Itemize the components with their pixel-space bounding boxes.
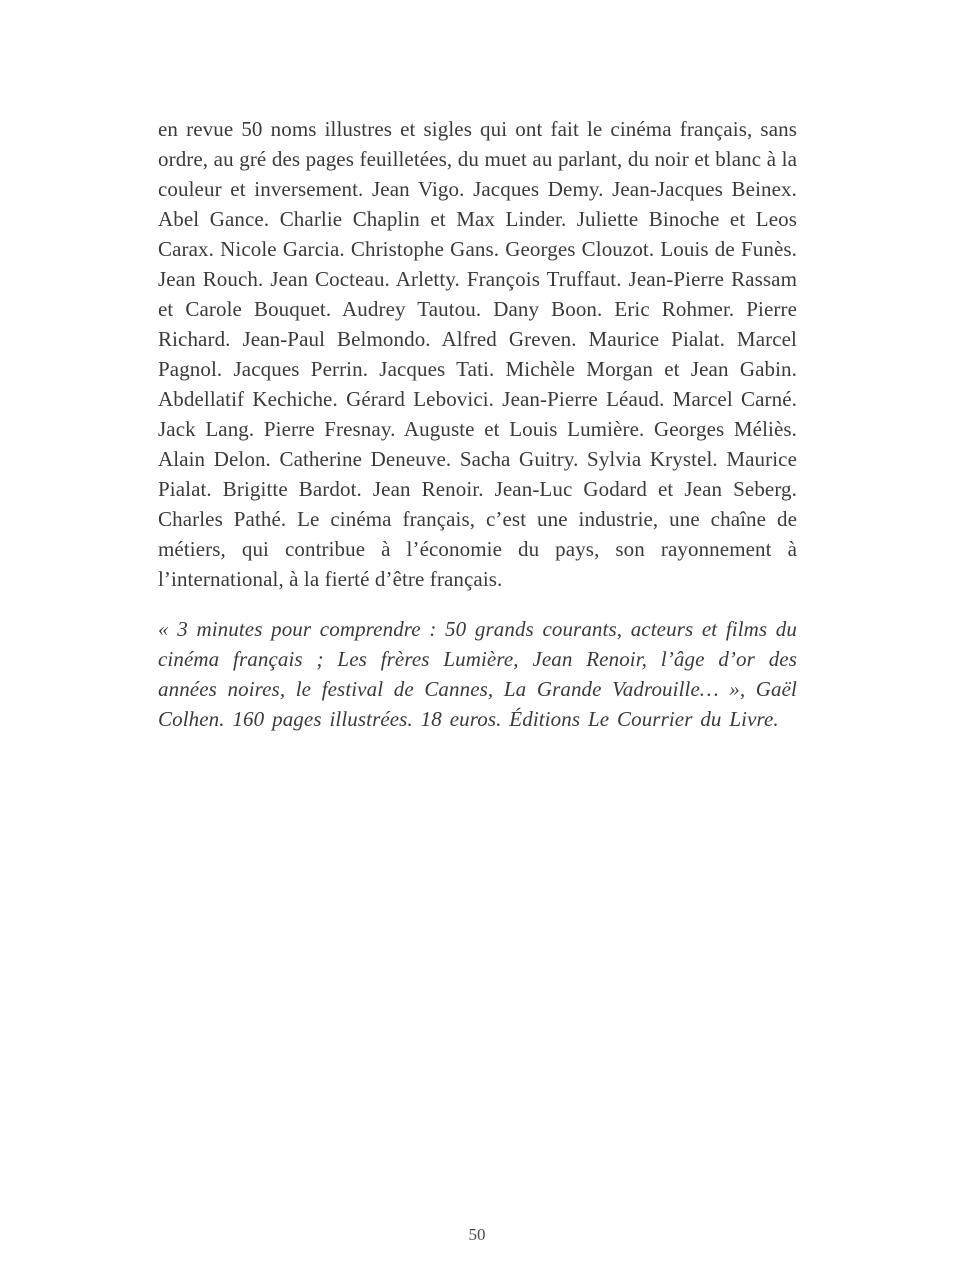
body-paragraph: en revue 50 noms illustres et sigles qui ont fait le cinéma français, sans ordre, au gré des pages feuilletées, du muet au parlant, du noir et blanc à la couleur et inversement. Jean Vigo. Jacques Demy. Jean-Jacques Beinex. Abel Gance. Charlie Chaplin et Max Linder. Juliette Binoche et Leos Carax. Nicole Garcia. Christophe Gans. Georges Clouzot. Louis de Funès. Jean Rouch. Jean Cocteau. Arletty. François Truffaut. Jean-Pierre Rassam et Carole Bouquet. Audrey Tautou. Dany Boon. Eric Rohmer. Pierre Richard. Jean-Paul Belmondo. Alfred Greven. Maurice Pialat. Marcel Pagnol. Jacques Perrin. Jacques Tati. Michèle Morgan et Jean Gabin. Abdellatif Kechiche. Gérard Lebovici. Jean-Pierre Léaud. Marcel Carné. Jack Lang. Pierre Fresnay. Auguste et Louis Lumière. Georges Méliès. Alain Delon. Catherine Deneuve. Sacha Guitry. Sylvia Krystel. Maurice Pialat. Brigitte Bardot. Jean Renoir. Jean-Luc Godard et Jean Seberg. Charles Pathé. Le cinéma français, c’est une industrie, une chaîne de métiers, qui contribue à l’économie du pays, son rayonnement à l’international, à la fierté d’être français. — [158, 117, 797, 591]
book-reference-paragraph: « 3 minutes pour comprendre : 50 grands courants, acteurs et films du cinéma français ; Les frères Lumière, Jean Renoir, l’âge d’or des années noires, le festival de Cannes, La Grande Vadrouille… », Gaël Colhen. 160 pages illustrées. 18 euros. Éditions Le Courrier du Livre. — [158, 617, 797, 731]
page-number: 50 — [468, 1225, 486, 1244]
